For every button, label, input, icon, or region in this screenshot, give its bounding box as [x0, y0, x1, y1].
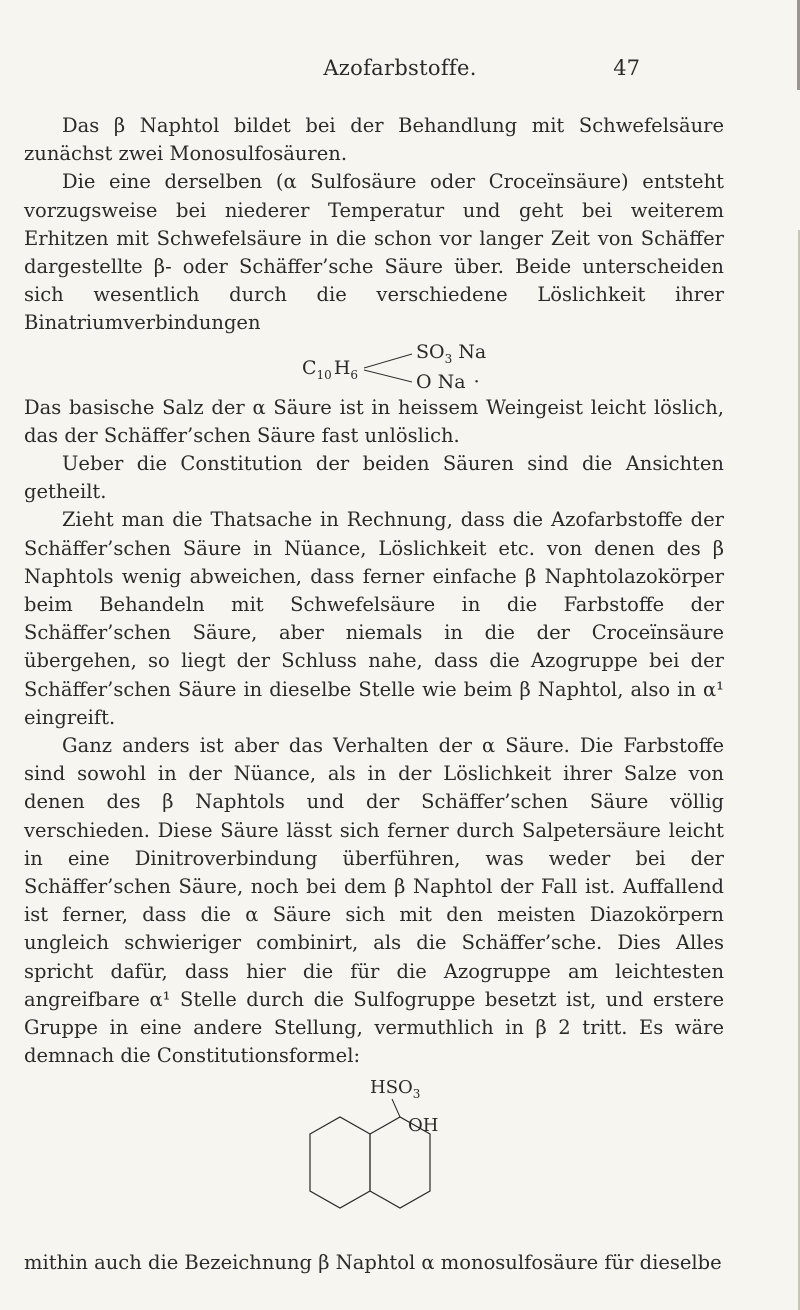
formula-hydrogen-subscript: 6	[350, 367, 359, 382]
page-header	[0, 50, 800, 90]
svg-text:HSO3	[370, 1077, 420, 1101]
page-number: 47	[613, 56, 640, 80]
svg-text:O Na·	[416, 371, 480, 393]
svg-text:C10H6	[302, 357, 358, 382]
running-title: Azofarbstoffe.	[323, 56, 477, 80]
body-text	[24, 112, 724, 1277]
formula-hydrogen: H	[333, 356, 351, 379]
naphthalene-ring-drawing	[284, 1071, 484, 1249]
paragraph-3: Das basische Salz der α Säure ist in heissem Weingeist leicht löslich, das der Schäffer’schen Säure fast unlöslich.	[24, 395, 724, 447]
sodium-salt-formula-drawing	[294, 338, 554, 394]
oh-label: OH	[408, 1114, 439, 1136]
ring-left	[310, 1117, 370, 1208]
bond-lower	[364, 370, 412, 382]
bond-upper	[364, 354, 412, 368]
paragraph-6: Ganz anders ist aber das Verhalten der α Säure. Die Farbstoffe sind sowohl in der Nüance, als in der Löslichkeit ihrer Salze von denen des β Naphtols und der Schäffer’schen Säure völlig verschieden. Diese Säure lässt sich ferner durch Salpetersäure leicht in eine Dinitroverbindung überführen, was weder bei der Schäffer’schen Säure, noch bei dem β Naphtol der Fall ist. Auffallend ist ferner, dass die α Säure sich mit den meisten Diazokörpern ungleich schwieriger combinirt, als die Schäffer’sche. Dies Alles spricht dafür, dass hier die für die Azogruppe am leichtesten angreifbare α¹ Stelle durch die Sulfogruppe besetzt ist, und erstere Gruppe in eine andere Stellung, vermuthlich in β 2 tritt. Es wäre demnach die Constitutionsformel:	[24, 734, 724, 1068]
naphthalene-structure	[24, 1071, 724, 1249]
hso3-subscript: 3	[412, 1086, 421, 1101]
svg-text:SO3 Na	[416, 341, 486, 366]
paragraph-1: Das β Naphtol bildet bei der Behandlung mit Schwefelsäure zunächst zwei Monosulfosäuren.	[24, 114, 724, 166]
sulfonate-group: SO	[416, 340, 445, 363]
sulfonate-subscript: 3	[444, 351, 453, 366]
sodium-salt-formula	[24, 338, 724, 394]
paragraph-5: Zieht man die Thatsache in Rechnung, dass die Azofarbstoffe der Schäffer’schen Säure in Nüance, Löslichkeit etc. von denen des β Naphtols wenig abweichen, dass ferner einfache β Naphtolazokörper beim Behandeln mit Schwefelsäure in die Farbstoffe der Schäffer’schen Säure, aber niemals in die der Croceïnsäure übergehen, so liegt der Schluss nahe, dass die Azogruppe bei der Schäffer’schen Säure in dieselbe Stelle wie beim β Naphtol, also in α¹ eingreift.	[24, 508, 724, 729]
hso3-label: HSO	[370, 1076, 413, 1098]
formula-carbon: C	[302, 356, 317, 379]
sulfonate-sodium: Na	[452, 340, 487, 363]
paragraph-2: Die eine derselben (α Sulfosäure oder Croceïnsäure) entsteht vorzugsweise bei niederer Temperatur und geht bei weiterem Erhitzen mit Schwefelsäure in die schon vor langer Zeit von Schäffer dargestellte β- oder Schäffer’sche Säure über. Beide unterscheiden sich wesentlich durch die verschiedene Löslichkeit ihrer Binatriumverbindungen	[24, 170, 724, 335]
paragraph-4: Ueber die Constitution der beiden Säuren sind die Ansichten getheilt.	[24, 452, 724, 504]
formula-dot: ·	[473, 370, 480, 393]
oxide-group: O Na	[416, 370, 466, 393]
hso3-bond	[392, 1099, 400, 1117]
formula-carbon-subscript: 10	[316, 367, 332, 382]
paragraph-7: mithin auch die Bezeichnung β Naphtol α monosulfosäure für dieselbe	[24, 1250, 722, 1274]
